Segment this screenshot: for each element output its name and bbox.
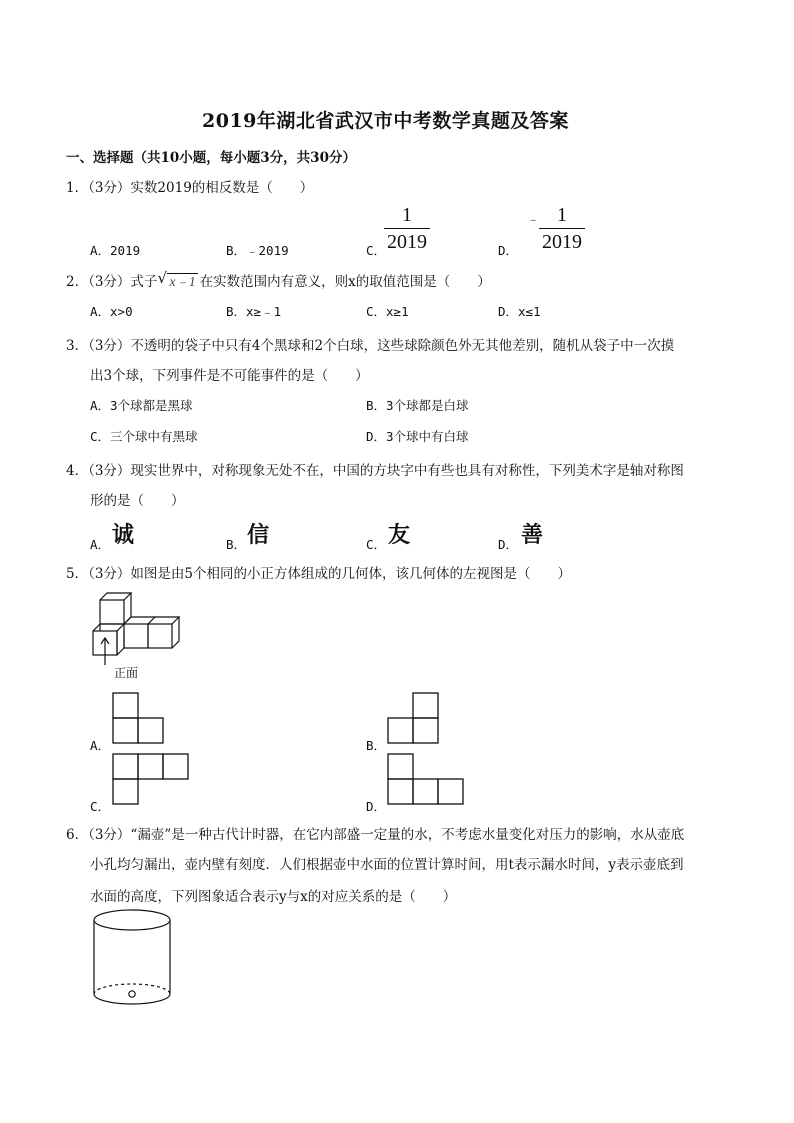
- q4-option-c-label: C．: [366, 537, 387, 552]
- q5-front-label: 正面: [114, 666, 139, 680]
- question-3-line-1: 3．（3分）不透明的袋子中只有4个黑球和2个白球，这些球除颜色外无其他差别，随机从袋子中一次摸: [66, 338, 675, 354]
- q2-radicand: x﹣1: [169, 274, 196, 289]
- fraction-bar: [384, 228, 430, 229]
- q5-option-c-figure: [112, 753, 190, 805]
- question-5-stem: 5．（3分）如图是由5个相同的小正方体组成的几何体，该几何体的左视图是（ ）: [66, 566, 572, 582]
- q5-option-a-figure: [112, 692, 164, 744]
- q1-option-d-fraction: [539, 204, 585, 253]
- q2-sqrt: √ x﹣1: [157, 269, 196, 289]
- question-2-stem: [66, 270, 491, 290]
- q3-option-c: C．三个球中有黑球: [90, 429, 198, 444]
- q2-stem-prefix: 2．（3分）式子: [66, 274, 158, 290]
- question-3-line-2: 出3个球，下列事件是不可能事件的是（ ）: [90, 368, 369, 384]
- question-4-line-2: 形的是（ ）: [90, 493, 185, 509]
- q3-option-d: D．3个球中有白球: [366, 429, 469, 444]
- q3-option-a: A．3个球都是黑球: [90, 398, 193, 413]
- fraction-denominator: 2019: [387, 231, 427, 253]
- q4-option-a-label: A．: [90, 537, 111, 552]
- q2-option-c: C．x≥1: [366, 304, 409, 319]
- q1-option-d-label: D．: [498, 243, 519, 258]
- q5-option-b-label: B．: [366, 738, 387, 753]
- q4-option-b-label: B．: [226, 537, 247, 552]
- q4-option-d-char: 善: [521, 523, 544, 548]
- page-title: 2019年湖北省武汉市中考数学真题及答案: [202, 110, 569, 132]
- q5-option-d-label: D．: [366, 799, 387, 814]
- q5-option-a-label: A．: [90, 738, 111, 753]
- q1-option-b: B．﹣2019: [226, 243, 289, 258]
- question-1-stem: 1．（3分）实数2019的相反数是（ ）: [66, 180, 314, 196]
- fraction-bar: [539, 228, 585, 229]
- q5-option-b-figure: [387, 692, 439, 744]
- q4-option-c-char: 友: [388, 523, 411, 548]
- question-6-line-1: 6．（3分）“漏壶”是一种古代计时器，在它内部盛一定量的水，不考虑水量变化对压力的影响，水从壶底: [66, 827, 685, 843]
- fraction-numerator: 1: [402, 204, 412, 226]
- q1-option-d-sign: ﹣: [527, 211, 540, 226]
- q3-option-b: B．3个球都是白球: [366, 398, 469, 413]
- q2-stem-suffix: 在实数范围内有意义，则x的取值范围是（ ）: [199, 274, 491, 290]
- q1-option-a: A．2019: [90, 243, 141, 258]
- fraction-denominator: 2019: [542, 231, 582, 253]
- fraction-numerator: 1: [557, 204, 567, 226]
- question-4-line-1: 4．（3分）现实世界中，对称现象无处不在，中国的方块字中有些也具有对称性，下列美术字是轴对称图: [66, 463, 684, 479]
- q5-option-d-figure: [387, 753, 465, 805]
- q2-option-a: A．x>0: [90, 304, 133, 319]
- question-6-line-2: 小孔均匀漏出，壶内壁有刻度．人们根据壶中水面的位置计算时间，用t表示漏水时间，y表示壶底到: [90, 857, 684, 873]
- q1-option-c-label: C．: [366, 243, 387, 258]
- q4-option-a-char: 诚: [112, 523, 135, 548]
- q2-option-b: B．x≥﹣1: [226, 304, 282, 319]
- q1-option-c-fraction: [384, 204, 430, 253]
- q5-cube-figure: [90, 590, 200, 680]
- q4-option-b-char: 信: [247, 523, 270, 548]
- section-heading: 一、选择题（共10小题，每小题3分，共30分）: [66, 150, 356, 166]
- q5-option-c-label: C．: [90, 799, 111, 814]
- question-6-line-3: 水面的高度，下列图象适合表示y与x的对应关系的是（ ）: [90, 889, 457, 905]
- q4-option-d-label: D．: [498, 537, 519, 552]
- q6-water-clock-figure: [90, 908, 174, 1006]
- q2-option-d: D．x≤1: [498, 304, 541, 319]
